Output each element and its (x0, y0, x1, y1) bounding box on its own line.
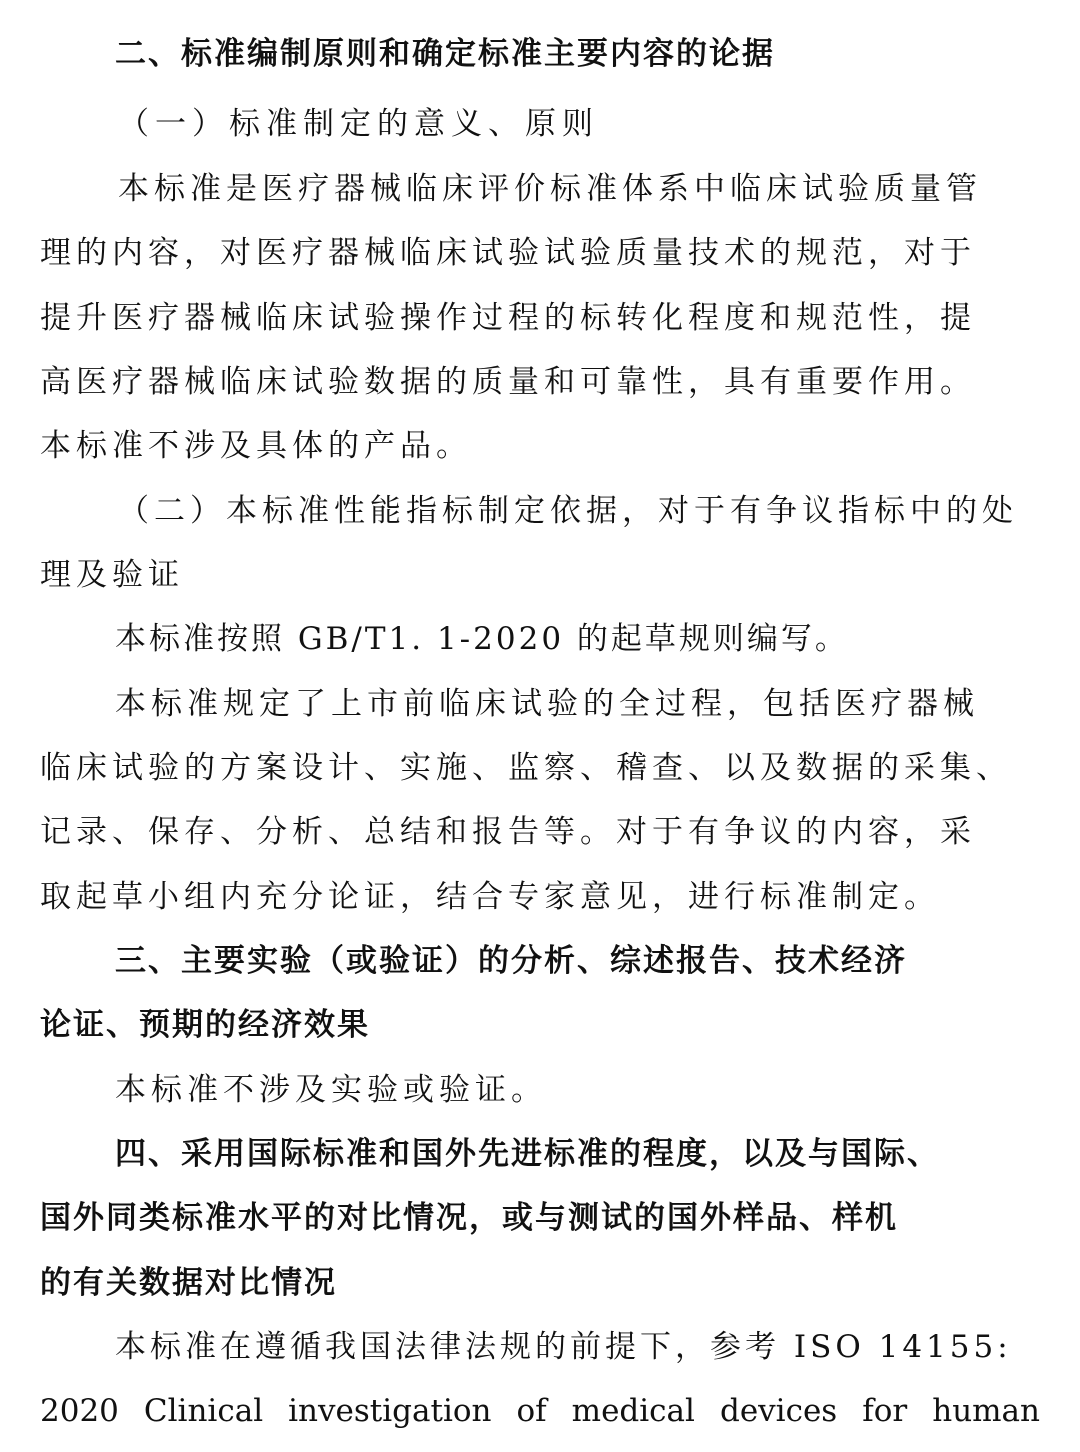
section-4-heading-cont: 国外同类标准水平的对比情况，或与测试的国外样品、样机 (40, 1200, 898, 1236)
paragraph-line: 本标准按照 GB/T1. 1-2020 的起草规则编写。 (115, 621, 849, 657)
paragraph-line: 本标准不涉及具体的产品。 (40, 428, 472, 464)
section-4-heading-cont: 的有关数据对比情况 (40, 1265, 337, 1301)
section-3-heading-cont: 论证、预期的经济效果 (40, 1007, 370, 1043)
paragraph-line: 2020 Clinical investigation of medical devices for human (40, 1393, 1040, 1429)
paragraph-line: 记录、保存、分析、总结和报告等。对于有争议的内容，采 (40, 814, 976, 850)
paragraph-line: 理的内容，对医疗器械临床试验试验质量技术的规范，对于 (40, 235, 976, 271)
section-4-heading: 四、采用国际标准和国外先进标准的程度，以及与国际、 (115, 1136, 940, 1172)
paragraph-line: 本标准不涉及实验或验证。 (115, 1072, 547, 1108)
paragraph-line: 取起草小组内充分论证，结合专家意见，进行标准制定。 (40, 879, 940, 915)
paragraph-line: 本标准规定了上市前临床试验的全过程，包括医疗器械 (115, 686, 979, 722)
section-2-2-heading-cont: 理及验证 (40, 557, 184, 593)
section-2-heading: 二、标准编制原则和确定标准主要内容的论据 (115, 36, 775, 72)
section-2-1-heading: （一）标准制定的意义、原则 (118, 106, 599, 142)
paragraph-line: 提升医疗器械临床试验操作过程的标转化程度和规范性，提 (40, 300, 976, 336)
section-2-2-heading: （二）本标准性能指标制定依据，对于有争议指标中的处 (118, 493, 1018, 529)
paragraph-line: 临床试验的方案设计、实施、监察、稽查、以及数据的采集、 (40, 750, 1012, 786)
section-3-heading: 三、主要实验（或验证）的分析、综述报告、技术经济 (115, 943, 907, 979)
paragraph-line: 本标准是医疗器械临床评价标准体系中临床试验质量管 (118, 171, 982, 207)
paragraph-line: 高医疗器械临床试验数据的质量和可靠性，具有重要作用。 (40, 364, 976, 400)
paragraph-line: 本标准在遵循我国法律法规的前提下，参考 ISO 14155: (115, 1329, 1012, 1365)
